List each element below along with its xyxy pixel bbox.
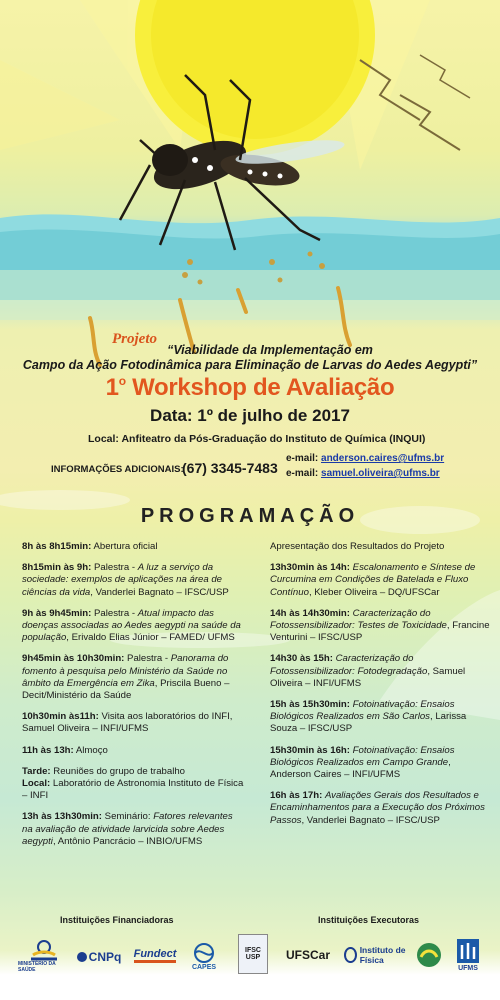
ifsc-usp-logo: IFSC USP [238, 934, 268, 974]
program-left-column [22, 541, 244, 857]
program-item: 14h às 14h30min: Caracterização do Fotossensibilizador: Testes de Toxicidade, Francine Venturini – IFSC/USP [270, 607, 490, 644]
project-title-line1: “Viabilidade da Implementação em [167, 343, 373, 357]
program-item: 8h às 8h15min: Abertura oficial [22, 541, 158, 552]
event-date: Data: 1º de julho de 2017 [150, 406, 350, 425]
capes-logo: CAPES [182, 936, 226, 976]
program-item: 9h45min às 10h30min: Palestra - Panorama do fomento à pesquisa pelo Ministério da Saúde no âmbito da Emergência em Zika, Priscila Bueno – Decit/Ministério da Saúde [22, 653, 230, 702]
funding-institutions-label: Instituições Financiadoras [60, 915, 174, 925]
event-location: Local: Anfiteatro da Pós-Graduação do Instituto de Química (INQUI) [88, 433, 426, 445]
program-title: PROGRAMAÇÃO [140, 505, 360, 527]
program-section-heading: Apresentação dos Resultados do Projeto [270, 541, 445, 552]
program-item: Tarde: Reuniões do grupo de trabalho Local: Laboratório de Astronomia Instituto de Física – INFI [22, 765, 244, 802]
email-line-1: e-mail: anderson.caires@ufms.br [286, 453, 445, 464]
info-label: INFORMAÇÕES ADICIONAIS: [51, 464, 184, 475]
phone-number: (67) 3345-7483 [182, 460, 278, 476]
ufms-logo: UFMS [450, 932, 486, 976]
ministerio-saude-logo: MINISTÉRIO DA SAÚDE [18, 932, 70, 980]
project-label: Projeto [112, 331, 157, 347]
program-item: 9h às 9h45min: Palestra - Atual impacto das doenças associadas ao Aedes aegypti na saúde da população, Erivaldo Elias Júnior – FAMED/ UFMS [22, 607, 241, 644]
program-item: 11h às 13h: Almoço [22, 744, 108, 756]
ufscar-logo: UFSCar [285, 948, 330, 962]
fundect-logo: Fundect [130, 940, 180, 970]
program-item: 8h15min às 9h: Palestra - A luz a serviço da sociedade: exemplos de aplicações na área de ciências da vida, Vanderlei Bagnato – IFSC/USP [22, 562, 229, 598]
instituto-fisica-logo: Instituto de Física [344, 940, 412, 970]
email-link-samuel[interactable]: samuel.oliveira@ufms.br [321, 468, 440, 479]
inbio-logo [414, 938, 444, 972]
email-link-anderson[interactable]: anderson.caires@ufms.br [321, 453, 445, 464]
project-title-line2: Campo da Ação Fotodinâmica para Eliminação de Larvas do Aedes Aegypti” [22, 358, 478, 372]
program-item: 16h às 17h: Avaliações Gerais dos Resultados e Encaminhamentos para a Execução dos Próximos Passos, Vanderlei Bagnato – IFSC/USP [270, 790, 485, 826]
program-item: 13h às 13h30min: Seminário: Fatores relevantes na avaliação de atividade larvicida sobre Aedes aegypti, Antônio Pancrácio – INBIO/UFMS [22, 811, 233, 847]
cnpq-logo: CNPq [74, 946, 124, 968]
email-line-2: e-mail: samuel.oliveira@ufms.br [286, 468, 440, 479]
program-item: 15h30min às 16h: Fotoinativação: Ensaios Biológicos Realizados em Campo Grande, Anderson Caires – INFI/UFMS [270, 744, 455, 781]
program-item: 14h30 às 15h: Caracterização do Fotossensibilizador: Fotodegradação, Samuel Oliveira – INFI/UFMS [270, 653, 466, 689]
program-item: 15h às 15h30min: Fotoinativação: Ensaios Biológicos Realizados em São Carlos, Larissa Souza – IFSC/USP [270, 699, 467, 735]
workshop-title: 1$^o$ Workshop de Avaliação [105, 374, 395, 401]
program-right-column [270, 541, 492, 836]
program-item: 10h30min às11h: Visita aos laboratórios do INFI, Samuel Oliveira – INFI/UFMS [22, 711, 233, 735]
executing-institutions-label: Instituições Executoras [318, 915, 420, 925]
program-item: 13h30min às 14h: Escalonamento e Síntese de Curcumina em Condições de Batelada e Fluxo Contínuo, Kleber Oliveira – DQ/UFSCar [270, 562, 476, 598]
